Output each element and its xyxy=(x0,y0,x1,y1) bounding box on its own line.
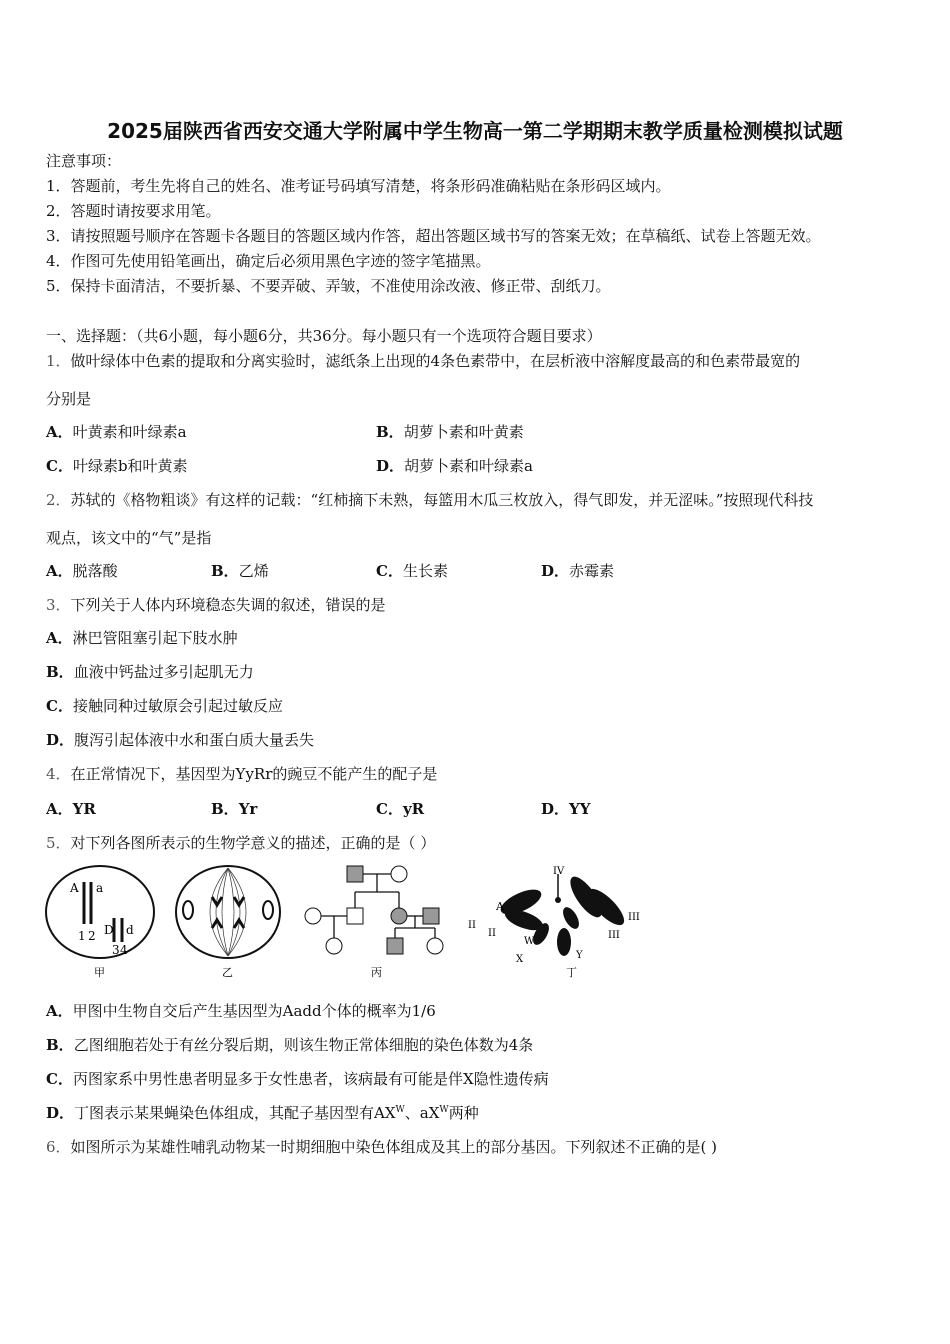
chromosome-label: 1 xyxy=(78,929,86,943)
question-3-stem: 3．下列关于人体内环境稳态失调的叙述，错误的是 xyxy=(46,596,386,614)
q2-option-a: A．脱落酸 xyxy=(46,562,118,580)
svg-text:A: A xyxy=(496,900,504,913)
figure-ding xyxy=(466,862,646,982)
question-number: 1． xyxy=(46,352,71,370)
pedigree-lines xyxy=(321,874,435,938)
affected-male xyxy=(347,866,363,882)
notice-item: 5．保持卡面清洁，不要折暴、不要弄破、弄皱，不准使用涂改液、修正带、刮纸刀。 xyxy=(46,277,611,295)
gene-label: A xyxy=(70,881,79,895)
figure-yi xyxy=(172,862,287,982)
svg-text:III: III xyxy=(608,930,620,941)
q3-option-a: A．淋巴管阻塞引起下肢水肿 xyxy=(46,629,238,647)
section-heading: 一、选择题：（共6小题，每小题6分，共36分。每小题只有一个选项符合题目要求） xyxy=(46,327,602,345)
figure-caption: 甲 xyxy=(94,966,105,979)
cell-outline xyxy=(46,866,154,958)
svg-text:a: a xyxy=(550,912,557,925)
question-4-stem: 4．在正常情况下，基因型为YyRr的豌豆不能产生的配子是 xyxy=(46,765,438,783)
spindle-fibers xyxy=(210,868,246,956)
figure-caption: 乙 xyxy=(222,966,233,979)
page-title: 2025届陕西省西安交通大学附属中学生物高一第二学期期末教学质量检测模拟试题 xyxy=(107,119,843,143)
question-1-stem-cont: 分别是 xyxy=(46,390,92,408)
gene-label: d xyxy=(126,923,134,937)
normal-female xyxy=(326,938,342,954)
cell-outline xyxy=(176,866,280,958)
question-6-stem: 6．如图所示为某雄性哺乳动物某一时期细胞中染色体组成及其上的部分基因。下列叙述不正确的是( ) xyxy=(46,1138,718,1156)
svg-text:II: II xyxy=(488,928,496,939)
q3-option-d: D．腹泻引起体液中水和蛋白质大量丢失 xyxy=(46,731,315,749)
chromosome xyxy=(263,901,273,919)
gene-label: a xyxy=(96,881,104,895)
affected-female xyxy=(391,908,407,924)
svg-text:IV: IV xyxy=(553,866,565,877)
q1-option-d: D．胡萝卜素和叶绿素a xyxy=(376,457,533,475)
gene-label: D xyxy=(104,923,114,937)
q2-option-b: B．乙烯 xyxy=(211,562,269,580)
svg-text:W: W xyxy=(524,936,535,947)
q5-option-d: D．丁图表示某果蝇染色体组成，其配子基因型有$AX^W$、$aX^W$两种 xyxy=(46,1104,479,1122)
normal-female xyxy=(391,866,407,882)
q2-option-d: D．赤霉素 xyxy=(541,562,615,580)
question-2-stem-cont: 观点，该文中的“气”是指 xyxy=(46,529,212,547)
question-5-stem: 5．对下列各图所表示的生物学意义的描述，正确的是（ ） xyxy=(46,834,436,852)
chromosome xyxy=(183,901,193,919)
question-2-stem: 2．苏轼的《格物粗谈》有这样的记载：“红柿摘下未熟，每篮用木瓜三枚放入，得气即发，并无涩味。”按照现代科技 xyxy=(46,491,814,509)
q5-option-a: A．甲图中生物自交后产生基因型为Aadd个体的概率为1/6 xyxy=(46,1002,436,1020)
q4-option-b: B．Yr xyxy=(211,800,258,818)
q4-option-a: A．YR xyxy=(46,800,96,818)
q3-option-c: C．接触同种过敏原会引起过敏反应 xyxy=(46,697,283,715)
normal-male xyxy=(347,908,363,924)
normal-female xyxy=(305,908,321,924)
q3-option-b: B．血液中钙盐过多引起肌无力 xyxy=(46,663,254,681)
normal-female xyxy=(427,938,443,954)
chromosomes xyxy=(497,872,629,956)
svg-text:III: III xyxy=(628,912,640,923)
notice-item: 3．请按照题号顺序在答题卡各题目的答题区域内作答，超出答题区域书写的答案无效；在草稿纸、试卷上答题无效。 xyxy=(46,227,821,245)
notice-item: 4．作图可先使用铅笔画出，确定后必须用黑色字迹的签字笔描黑。 xyxy=(46,252,491,270)
chromosome-label: 4 xyxy=(120,943,128,957)
q1-option-a: A．叶黄素和叶绿素a xyxy=(46,423,187,441)
chromosome-label: 2 xyxy=(88,929,96,943)
q4-option-c: C．yR xyxy=(376,800,425,818)
figure-caption: 丁 xyxy=(566,966,577,979)
svg-text:II: II xyxy=(468,920,476,931)
figure-jia xyxy=(44,862,159,982)
q1-option-c: C．叶绿素b和叶黄素 xyxy=(46,457,188,475)
q4-option-d: D．YY xyxy=(541,800,591,818)
q5-option-b: B．乙图细胞若处于有丝分裂后期，则该生物正常体细胞的染色体数为4条 xyxy=(46,1036,534,1054)
chromosome-label: 3 xyxy=(112,943,120,957)
q1-option-b: B．胡萝卜素和叶黄素 xyxy=(376,423,524,441)
q5-option-c: C．丙图家系中男性患者明显多于女性患者，该病最有可能是伴X隐性遗传病 xyxy=(46,1070,549,1088)
figure-bing xyxy=(303,862,448,982)
notice-item: 1．答题前，考生先将自己的姓名、准考证号码填写清楚，将条形码准确粘贴在条形码区域内。 xyxy=(46,177,671,195)
notice-item: 2．答题时请按要求用笔。 xyxy=(46,202,221,220)
affected-male xyxy=(387,938,403,954)
question-1-stem: 1．做叶绿体中色素的提取和分离实验时，滤纸条上出现的4条色素带中，在层析液中溶解度最高的和色素带最宽的 xyxy=(46,352,801,370)
svg-text:X: X xyxy=(516,954,524,965)
notice-heading: 注意事项： xyxy=(46,152,122,170)
svg-text:Y: Y xyxy=(576,950,583,961)
figure-caption: 丙 xyxy=(371,966,382,979)
q2-option-c: C．生长素 xyxy=(376,562,448,580)
affected-male xyxy=(423,908,439,924)
